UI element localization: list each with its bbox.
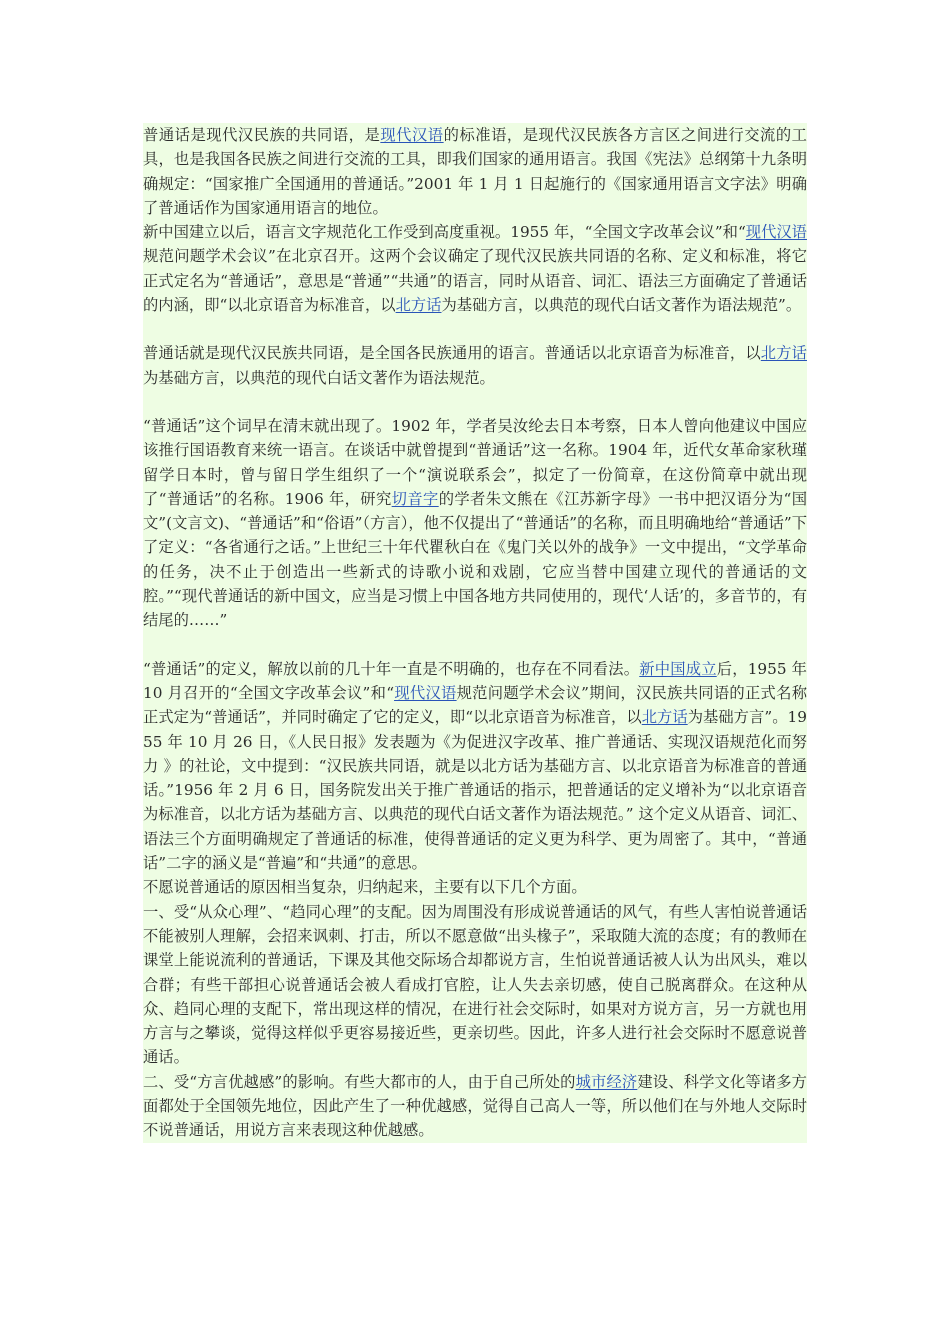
paragraph-text: 为基础方言，以典范的现代白话文著作为语法规范”。: [441, 296, 802, 315]
text-block-4: [143, 657, 807, 1143]
paragraph-text: 后，1955 年 10 月召开的“全国文字改革会议”和“: [143, 659, 807, 702]
paragraph-text: 普通话是现代汉民族的共同语，是: [143, 126, 381, 144]
paragraph-text: 普通话就是现代汉民族共同语，是全国各民族通用的语言。普通话以北京语音为标准音，以: [143, 344, 761, 363]
paragraph-text: 规范问题学术会议”期间，汉民族共同语的正式名称正式定为“普通话”，并同时确定了它的定义，即“以北京语音为标准音，以: [143, 683, 807, 727]
inline-link[interactable]: 现代汉语: [380, 126, 444, 144]
paragraph-text: “普通话”的定义，解放以前的几十年一直是不明确的，也存在不同看法。: [143, 659, 640, 678]
paragraph-8: [143, 1070, 807, 1143]
paragraph-text: 不愿说普通话的原因相当复杂，归纳起来，主要有以下几个方面。: [143, 878, 587, 897]
inline-link[interactable]: 城市经济: [575, 1072, 638, 1091]
paragraph-text: 新中国建立以后，语言文字规范化工作受到高度重视。1955 年，“全国文字改革会议”和“: [143, 223, 746, 242]
paragraph-1: [143, 123, 807, 220]
paragraph-text: 为基础方言，以典范的现代白话文著作为语法规范。: [143, 368, 495, 387]
paragraph-text: “普通话”这个词早在清末就出现了。1902 年，学者吴汝纶去日本考察，日本人曾向他建议中国应该推行国语教育来统一语言。在谈话中就曾提到“普通话”这一名称。1904 年，近代女革命家秋瑾留学日本时，曾与留日学生组织了一个“演说联系会”，拟定了一份简章，在这份简章中就出现了“普通话”的名称。1906 年，研究: [143, 416, 807, 508]
spacer: [143, 317, 807, 341]
paragraph-3: [143, 341, 807, 390]
inline-link[interactable]: 新中国成立: [639, 659, 717, 678]
paragraph-text: 建设、科学文化等诸多方面都处于全国领先地位，因此产生了一种优越感，觉得自己高人一等，所以他们在与外地人交际时不说普通话，用说方言来表现这种优越感。: [143, 1072, 807, 1140]
paragraph-4: [143, 414, 807, 633]
inline-link[interactable]: 北方话: [760, 344, 807, 363]
text-block-3: [143, 414, 807, 633]
paragraph-text: 一、受“从众心理”、“趋同心理”的支配。因为周围没有形成说普通话的风气，有些人害怕说普通话不能被别人理解，会招来讽刺、打击，所以不愿意做“出头椽子”，采取随大流的态度；有的教师在课堂上能说流利的普通话，下课及其他交际场合却都说方言，生怕说普通话被人认为出风头，难以合群；有些干部担心说普通话会被人看成打官腔，让人失去亲切感，使自己脱离群众。在这种从众、趋同心理的支配下，常出现这样的情况，在进行社会交际时，如果对方说方言，另一方就也用方言与之攀谈，觉得这样似乎更容易接近些，更亲切些。因此，许多人进行社会交际时不愿意说普通话。: [143, 902, 807, 1067]
inline-link[interactable]: 切音字: [391, 489, 439, 508]
inline-link[interactable]: 北方话: [641, 708, 688, 727]
spacer: [143, 390, 807, 414]
inline-link[interactable]: 现代汉语: [394, 683, 457, 702]
paragraph-text: 二、受“方言优越感”的影响。有些大都市的人，由于自己所处的: [143, 1072, 576, 1091]
text-block-2: [143, 341, 807, 390]
paragraph-2: [143, 220, 807, 317]
paragraph-7: [143, 900, 807, 1070]
inline-link[interactable]: 现代汉语: [745, 223, 807, 242]
article-body: [143, 123, 807, 1143]
paragraph-text: 规范问题学术会议”在北京召开。这两个会议确定了现代汉民族共同语的名称、定义和标准，将它正式定名为“普通话”，意思是“普通”“共通”的语言，同时从语音、词汇、语法三方面确定了普通话的内涵，即“以北京语音为标准音，以: [143, 247, 807, 315]
paragraph-6: [143, 875, 807, 899]
paragraph-text: 的标准语，是现代汉民族各方言区之间进行交流的工具，也是我国各民族之间进行交流的工具，即我们国家的通用语言。我国《宪法》总纲第十九条明确规定：“国家推广全国通用的普通话。”2001 年 1 月 1 日起施行的《国家通用语言文字法》明确了普通话作为国家通用语言的地位。: [143, 126, 807, 217]
text-block-1: [143, 123, 807, 317]
paragraph-text: 为基础方言”。1955 年 10 月 26 日，《人民日报》发表题为《为促进汉字改革、推广普通话、实现汉语规范化而努力 》的社论，文中提到：“汉民族共同语，就是以北方话为基础方言、以北京语音为标准音的普通话。”1956 年 2 月 6 日，国务院发出关于推广普通话的指示，把普通话的定义增补为“以北京语音为标准音，以北方话为基础方言、以典范的现代白话文著作为语法规范。” 这个定义从语音、词汇、语法三个方面明确规定了普通话的标准，使得普通话的定义更为科学、更为周密了。其中，“普通话”二字的涵义是“普遍”和“共通”的意思。: [143, 708, 807, 873]
paragraph-text: 的学者朱文熊在《江苏新字母》一书中把汉语分为“国文”(文言文)、“普通话”和“俗语”（方言），他不仅提出了“普通话”的名称，而且明确地给“普通话”下了定义：“各省通行之话。”上世纪三十年代瞿秋白在《鬼门关以外的战争》一文中提出，“文学革命的任务，决不止于创造出一些新式的诗歌小说和戏剧，它应当替中国建立现代的普通话的文腔。”“现代普通话的新中国文，应当是习惯上中国各地方共同使用的，现代‘人话’的，多音节的，有结尾的……”: [143, 489, 807, 630]
paragraph-5: [143, 657, 807, 876]
spacer: [143, 633, 807, 657]
inline-link[interactable]: 北方话: [395, 296, 442, 315]
